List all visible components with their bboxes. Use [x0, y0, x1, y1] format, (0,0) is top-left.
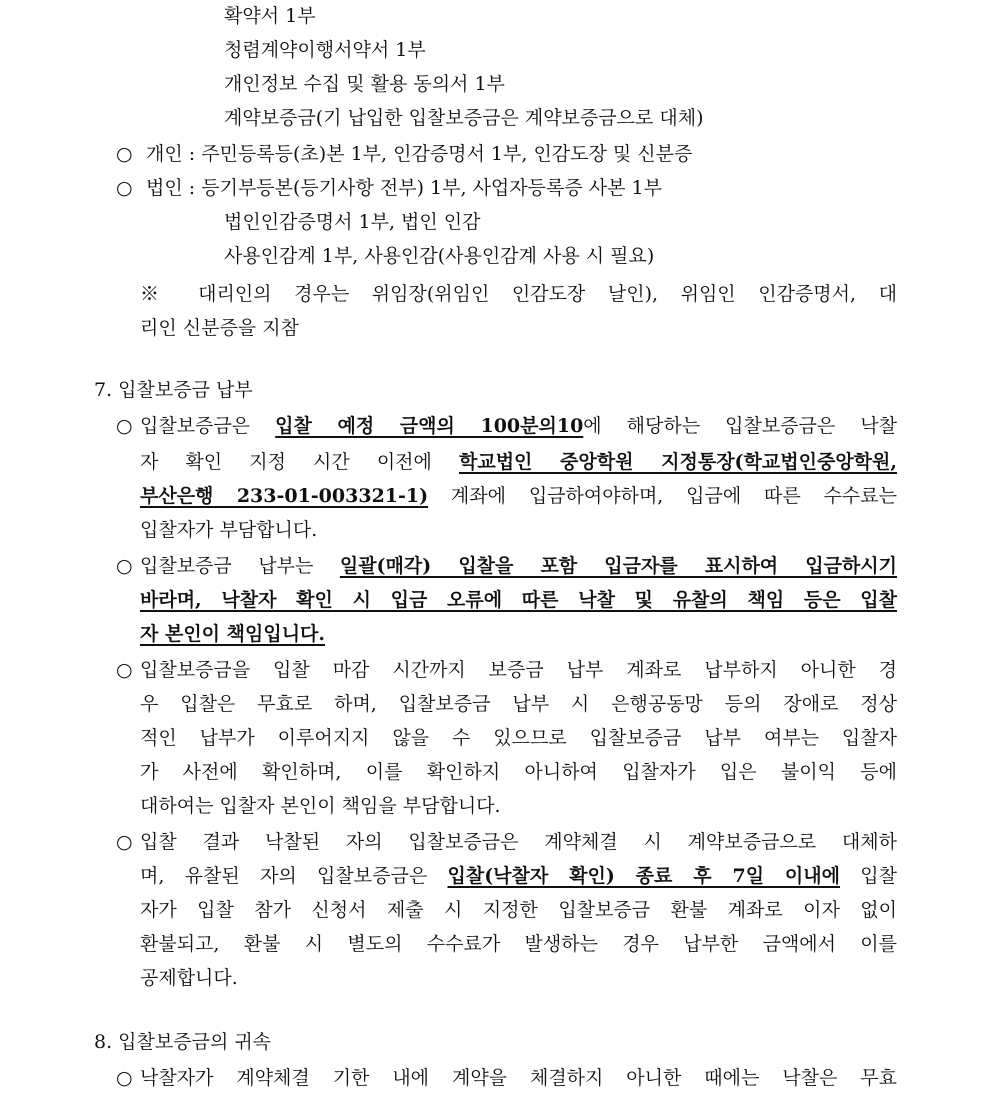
attachment-item: 개인정보 수집 및 활용 동의서 1부 [224, 73, 505, 95]
underlined-text: 자 본인이 책임입니다. [140, 623, 326, 645]
section-8-item-1 [116, 1065, 897, 1091]
attachment-item: 계약보증금(기 납입한 입찰보증금은 계약보증금으로 대체) [224, 107, 704, 129]
bank-account-number: 부산은행 233-01-003321-1) [140, 485, 429, 507]
section-7-item-3 [116, 657, 897, 683]
individual-text: 주민등록등(초)본 1부, 인감증명서 1부, 인감도장 및 신분증 [201, 143, 693, 165]
section-8-title: 8. 입찰보증금의 귀속 [94, 1031, 272, 1053]
section-7-item-4 [140, 863, 897, 889]
underlined-text: 일괄(매각) 입찰을 포함 입금자를 표시하여 입금하시기 [339, 555, 897, 577]
text: 입찰 [840, 865, 898, 887]
underlined-text: 입찰 예정 금액의 100분의10 [275, 415, 584, 437]
section-7-title: 7. 입찰보증금 납부 [94, 379, 253, 401]
section-7-item-2 [140, 621, 325, 647]
section-7-item-1: 입찰자가 부담합니다. [140, 519, 318, 541]
section-7-item-3: 대하여는 입찰자 본인이 책임을 부담합니다. [140, 795, 501, 817]
circle-bullet-icon: ○ [116, 831, 133, 853]
text: 자 확인 지정 시간 이전에 [140, 451, 459, 473]
section-7-item-1 [140, 483, 897, 509]
corporation-label: 법인 : [146, 177, 202, 199]
section-7-item-3: 적인 납부가 이루어지지 않을 수 있으므로 입찰보증금 납부 여부는 입찰자 [140, 727, 897, 749]
circle-bullet-icon: ○ [116, 177, 133, 199]
corporation-requirements [116, 175, 662, 201]
circle-bullet-icon: ○ [116, 1067, 133, 1089]
section-7-item-2 [140, 587, 897, 613]
section-7-item-4: 자가 입찰 참가 신청서 제출 시 지정한 입찰보증금 환불 계좌로 이자 없이 [140, 899, 897, 921]
attachment-item: 확약서 1부 [224, 5, 316, 27]
text: 계좌에 입금하여야하며, 입금에 따른 수수료는 [428, 485, 897, 507]
individual-label: 개인 : [146, 143, 202, 165]
section-7-item-3: 우 입찰은 무효로 하며, 입찰보증금 납부 시 은행공동망 등의 장애로 정상 [140, 693, 897, 715]
corporation-text: 사용인감계 1부, 사용인감(사용인감계 사용 시 필요) [224, 245, 655, 267]
circle-bullet-icon: ○ [116, 415, 133, 437]
reference-mark-icon: ※ [140, 283, 176, 305]
corporation-text: 등기부등본(등기사항 전부) 1부, 사업자등록증 사본 1부 [201, 177, 662, 199]
text: 낙찰자가 계약체결 기한 내에 계약을 체결하지 아니한 때에는 낙찰은 무효 [140, 1067, 897, 1089]
circle-bullet-icon: ○ [116, 555, 133, 577]
circle-bullet-icon: ○ [116, 659, 133, 681]
text: 입찰 결과 낙찰된 자의 입찰보증금은 계약체결 시 계약보증금으로 대체하 [140, 831, 897, 853]
individual-requirements [116, 141, 692, 167]
section-7-item-2 [116, 553, 897, 579]
section-7-item-3: 가 사전에 확인하며, 이를 확인하지 아니하여 입찰자가 입은 불이익 등에 [140, 761, 897, 783]
attachment-item: 청렴계약이행서약서 1부 [224, 39, 426, 61]
text: 입찰보증금은 [140, 415, 276, 437]
proxy-note [140, 281, 897, 307]
underlined-text: 입찰(낙찰자 확인) 종료 후 7일 이내에 [447, 865, 840, 887]
section-7-item-1 [116, 413, 897, 439]
section-7-item-1 [140, 449, 897, 475]
underlined-text: 바라며, 낙찰자 확인 시 입금 오류에 따른 낙찰 및 유찰의 책임 등은 입찰 [140, 589, 897, 611]
text: 에 해당하는 입찰보증금은 낙찰 [583, 415, 897, 437]
section-7-item-4 [116, 829, 897, 855]
section-7-item-4: 공제합니다. [140, 967, 238, 989]
section-7-item-4: 환불되고, 환불 시 별도의 수수료가 발생하는 경우 납부한 금액에서 이를 [140, 933, 897, 955]
proxy-note-text: 대리인의 경우는 위임장(위임인 인감도장 날인), 위임인 인감증명서, 대 [198, 283, 897, 305]
text: 입찰보증금 납부는 [140, 555, 340, 577]
proxy-note-text: 리인 신분증을 지참 [140, 317, 299, 339]
account-name: 학교법인 중앙학원 지정통장(학교법인중앙학원, [458, 451, 897, 473]
corporation-text: 법인인감증명서 1부, 법인 인감 [224, 211, 481, 233]
text: 입찰보증금을 입찰 마감 시간까지 보증금 납부 계좌로 납부하지 아니한 경 [140, 659, 897, 681]
circle-bullet-icon: ○ [116, 143, 133, 165]
text: 며, 유찰된 자의 입찰보증금은 [140, 865, 448, 887]
